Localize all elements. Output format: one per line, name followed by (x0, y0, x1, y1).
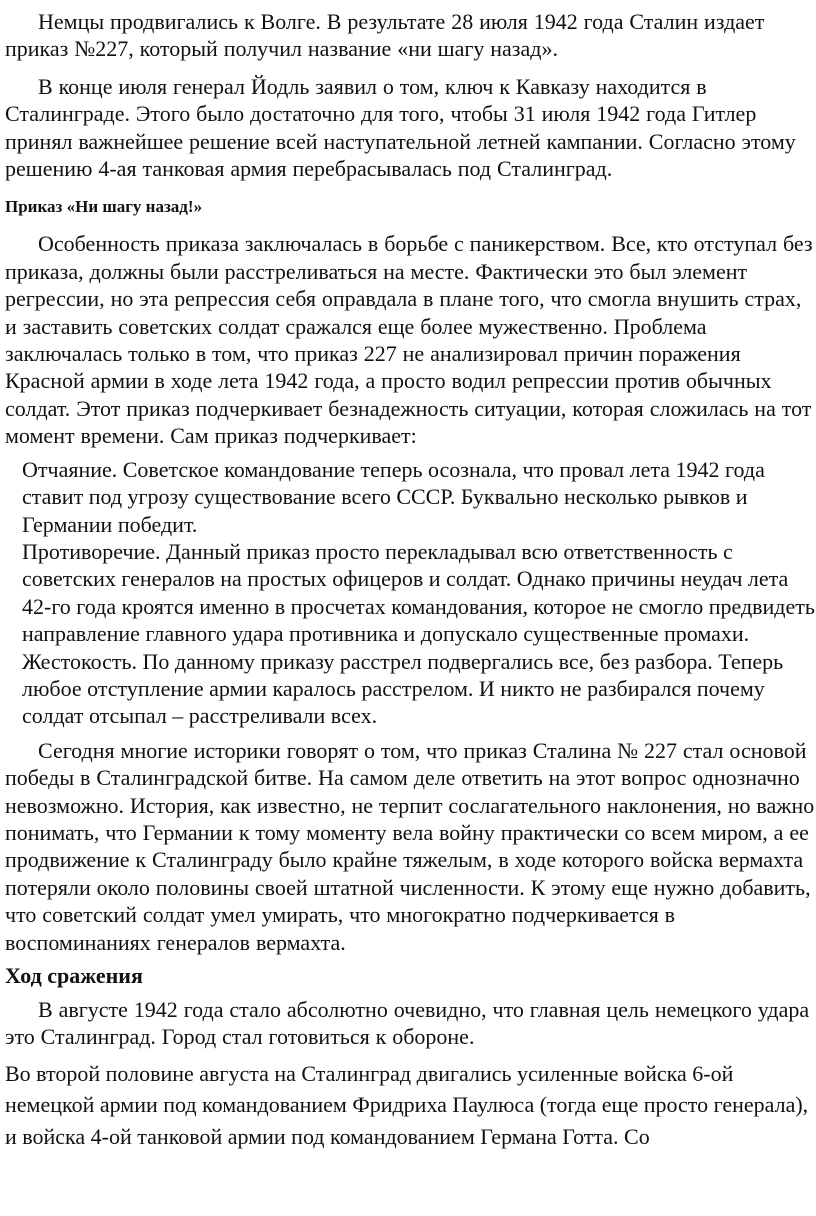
paragraph-jodl-caucasus: В конце июля генерал Йодль заявил о том, ключ к Кавказу находится в Сталинграде. Этого было достаточно для того, чтобы 31 июля 1942 года Гитлер принял важнейшее решение всей наступательной летней кампании. Согласно этому решению 4-ая танковая армия перебрасывалась под Сталинград. (5, 73, 796, 182)
list-item-contradiction: Противоречие. Данный приказ просто перекладывал всю ответственность с советских генералов на простых офицеров и солдат. Однако причины неудач лета 42-го года кроятся именно в просчетах командования, которое не смогло предвидеть направление главного удара противника и допускало существенные промахи. (22, 538, 815, 647)
section-heading-order-227: Приказ «Ни шагу назад!» (5, 197, 203, 217)
paragraph-volga-advance: Немцы продвигались к Волге. В результате 28 июля 1942 года Сталин издает приказ №227, который получил название «ни шагу назад». (5, 9, 765, 62)
list-item-despair: Отчаяние. Советское командование теперь осознала, что провал лета 1942 года ставит под угрозу существование всего СССР. Буквально несколько рывков и Германии победит. (22, 456, 765, 537)
order-aspects-list (22, 456, 816, 730)
section-heading-battle-course: Ход сражения (5, 963, 143, 988)
paragraph-paulus-hoth: Во второй половине августа на Сталинград двигались усиленные войска 6-ой немецкой армии под командованием Фридриха Паулюса (тогда еще просто генерала), и войска 4-ой танковой армии под командованием Германа Готта. Со (5, 1060, 809, 1149)
list-item-cruelty: Жестокость. По данному приказу расстрел подвергались все, без разбора. Теперь любое отступление армии каралось расстрелом. И никто не разбирался почему солдат отсыпал – расстреливали всех. (22, 648, 784, 729)
paragraph-order-features: Особенность приказа заключалась в борьбе с паникерством. Все, кто отступал без приказа, должны были расстреливаться на месте. Фактически это был элемент регрессии, но эта репрессия себя оправдала в плане того, что смогла внушить страх, и заставить советских солдат сражался еще более мужественно. Проблема заключалась только в том, что приказ 227 не анализировал причин поражения Красной армии в ходе лета 1942 года, а просто водил репрессии против обычных солдат. Этот приказ подчеркивает безнадежность ситуации, которая сложилась на тот момент времени. Сам приказ подчеркивает: (5, 231, 813, 449)
paragraph-historians-opinion: Сегодня многие историки говорят о том, что приказ Сталина № 227 стал основой победы в Сталинградской битве. На самом деле ответить на этот вопрос однозначно невозможно. История, как известно, не терпит сослагательного наклонения, но важно понимать, что Германии к тому моменту вела войну практически со всем миром, а ее продвижение к Сталинграду было крайне тяжелым, в ходе которого войска вермахта потеряли около половины своей штатной численности. К этому еще нужно добавить, что советский солдат умел умирать, что многократно подчеркивается в воспоминаниях генералов вермахта. (5, 737, 815, 955)
paragraph-august-1942: В августе 1942 года стало абсолютно очевидно, что главная цель немецкого удара это Сталинград. Город стал готовиться к обороне. (5, 997, 810, 1050)
